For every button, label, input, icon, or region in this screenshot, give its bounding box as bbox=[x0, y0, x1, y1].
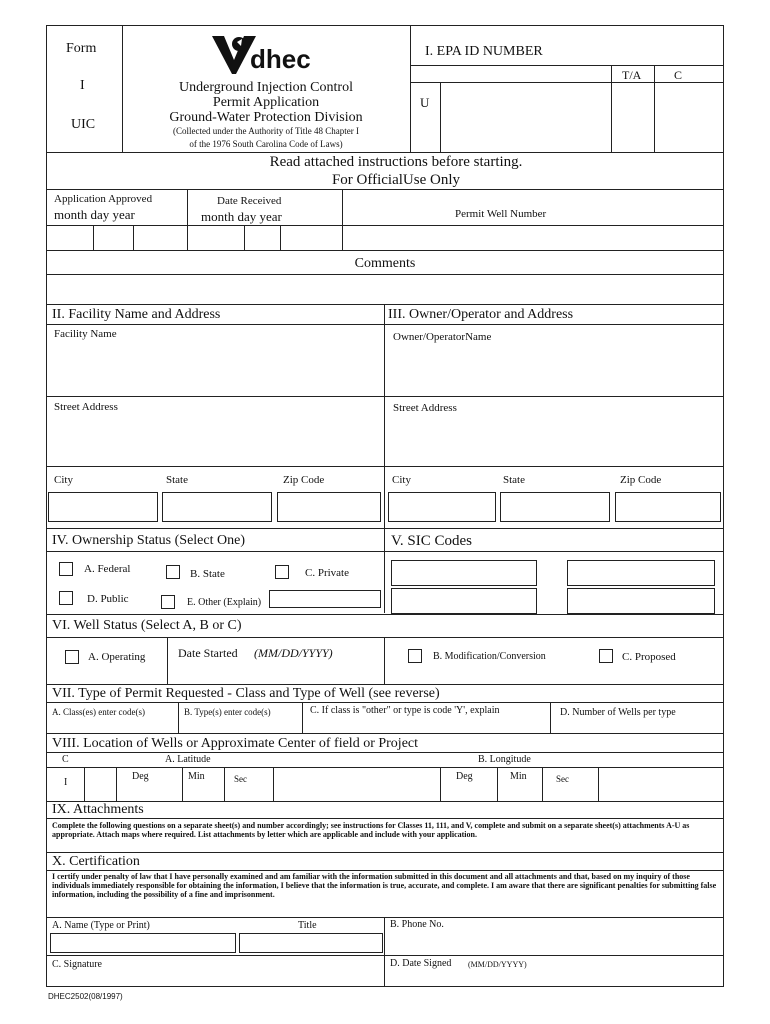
lat-deg-label: Deg bbox=[132, 771, 149, 782]
name-label: A. Name (Type or Print) bbox=[52, 920, 150, 931]
date-signed-format: (MM/DD/YYYY) bbox=[468, 960, 527, 969]
ownership-section-title: IV. Ownership Status (Select One) bbox=[52, 533, 245, 548]
form-label-uic: UIC bbox=[71, 117, 96, 132]
owner-city-label: City bbox=[392, 474, 411, 486]
signature-input[interactable] bbox=[47, 970, 383, 986]
date-received-label: Date Received bbox=[217, 195, 282, 207]
rule bbox=[46, 818, 724, 819]
date-signed-input[interactable] bbox=[386, 970, 723, 986]
rule bbox=[46, 917, 724, 918]
title-line-2: Permit Application bbox=[212, 95, 320, 110]
modification-label: B. Modification/Conversion bbox=[433, 651, 546, 662]
epa-row-line bbox=[410, 65, 724, 66]
classes-label: A. Class(es) enter code(s) bbox=[52, 707, 145, 717]
well-status-section-title: VI. Well Status (Select A, B or C) bbox=[52, 618, 242, 633]
lat-min-label: Min bbox=[188, 771, 205, 782]
certification-section-title: X. Certification bbox=[52, 854, 140, 869]
proposed-checkbox[interactable] bbox=[599, 649, 613, 663]
rule bbox=[46, 189, 724, 190]
rule bbox=[182, 767, 183, 801]
ta-label: T/A bbox=[622, 68, 642, 82]
rule bbox=[46, 801, 724, 802]
rule bbox=[497, 767, 498, 801]
proposed-label: C. Proposed bbox=[622, 651, 676, 663]
rule bbox=[46, 396, 724, 397]
received-day-input[interactable] bbox=[245, 226, 279, 249]
form-number: DHEC2502(08/1997) bbox=[48, 992, 123, 1001]
authority-line-1: (Collected under the Authority of Title 48 Chapter I bbox=[173, 126, 359, 136]
c-input[interactable] bbox=[655, 83, 723, 151]
rule bbox=[342, 189, 343, 225]
rule bbox=[224, 767, 225, 801]
form-label-i: I bbox=[80, 78, 85, 93]
rule bbox=[46, 870, 724, 871]
modification-checkbox[interactable] bbox=[408, 649, 422, 663]
location-section-title: VIII. Location of Wells or Approximate Center of field or Project bbox=[52, 736, 419, 751]
application-approved-label: Application Approved bbox=[54, 193, 153, 205]
date-format-label: (MM/DD/YYYY) bbox=[254, 646, 333, 660]
owner-street-input[interactable] bbox=[386, 416, 723, 465]
owner-street-label: Street Address bbox=[393, 402, 457, 414]
owner-state-input[interactable] bbox=[500, 492, 610, 522]
location-i-label: I bbox=[64, 777, 68, 788]
attachments-text: Complete the following questions on a separate sheet(s) and number accordingly; see instructions for Classes 11, 111, and V, complete and submit on a separate sheet(s) attachments A-U as appropriate. Attach maps where required. List attachments by letter which are applicable and include with your application. bbox=[52, 821, 690, 840]
owner-city-input[interactable] bbox=[388, 492, 496, 522]
rule bbox=[384, 304, 385, 528]
permit-well-number-input[interactable] bbox=[343, 226, 723, 249]
facility-name-label: Facility Name bbox=[54, 328, 117, 340]
rule bbox=[46, 250, 724, 251]
date-started-label: Date Started bbox=[178, 646, 238, 660]
public-checkbox[interactable] bbox=[59, 591, 73, 605]
rule bbox=[384, 528, 385, 613]
attachments-section-title: IX. Attachments bbox=[52, 802, 144, 817]
facility-city-input[interactable] bbox=[48, 492, 158, 522]
header-divider-2 bbox=[410, 25, 411, 152]
sic-code-1-input[interactable] bbox=[391, 560, 537, 586]
c-label: C bbox=[674, 68, 683, 82]
form-label: Form bbox=[66, 41, 97, 56]
rule bbox=[46, 466, 724, 467]
received-year-input[interactable] bbox=[281, 226, 341, 249]
received-date-parts: month day year bbox=[201, 209, 282, 224]
u-label: U bbox=[420, 95, 430, 110]
rule bbox=[440, 767, 441, 801]
rule bbox=[46, 767, 724, 768]
name-input[interactable] bbox=[50, 933, 236, 953]
federal-checkbox[interactable] bbox=[59, 562, 73, 576]
rule bbox=[84, 767, 85, 801]
title-line-3: Ground-Water Protection Division bbox=[169, 110, 363, 125]
rule bbox=[46, 852, 724, 853]
owner-state-label: State bbox=[503, 474, 525, 486]
rule bbox=[178, 702, 179, 733]
approved-day-input[interactable] bbox=[94, 226, 132, 249]
rule bbox=[46, 702, 724, 703]
rule bbox=[46, 324, 724, 325]
lon-sec-label: Sec bbox=[556, 774, 569, 784]
rule bbox=[46, 752, 724, 753]
rule bbox=[46, 733, 724, 734]
rule bbox=[46, 528, 724, 529]
rule bbox=[542, 767, 543, 801]
logo-text: dhec bbox=[250, 44, 311, 74]
comments-input[interactable] bbox=[47, 275, 723, 303]
approved-month-input[interactable] bbox=[47, 226, 92, 249]
sic-code-2-input[interactable] bbox=[567, 560, 715, 586]
lon-min-label: Min bbox=[510, 771, 527, 782]
facility-street-input[interactable] bbox=[47, 415, 383, 465]
facility-street-label: Street Address bbox=[54, 401, 118, 413]
phone-label: B. Phone No. bbox=[390, 919, 444, 930]
rule bbox=[46, 614, 724, 615]
phone-input[interactable] bbox=[386, 933, 723, 953]
latitude-label: A. Latitude bbox=[165, 754, 211, 765]
ta-input[interactable] bbox=[612, 83, 653, 151]
permit-type-section-title: VII. Type of Permit Requested - Class and Type of Well (see reverse) bbox=[52, 686, 440, 701]
epa-id-input[interactable] bbox=[441, 83, 610, 151]
lat-sec-label: Sec bbox=[234, 774, 247, 784]
lon-deg-label: Deg bbox=[456, 771, 473, 782]
certification-text: I certify under penalty of law that I have personally examined and am familiar with the information submitted in this document and all attachments and that, based on my inquiry of those individuals immediately responsible for obtaining the information, I believe that the information is true, accurate, and complete. I am aware that there are significant penalties for submitting false information, including the possibility of a fine and imprisonment. bbox=[52, 872, 717, 900]
sic-code-4-input[interactable] bbox=[567, 588, 715, 614]
official-use-text: For OfficialUse Only bbox=[331, 172, 461, 188]
facility-city-label: City bbox=[54, 474, 73, 486]
rule bbox=[167, 637, 168, 684]
rule bbox=[550, 702, 551, 733]
facility-state-label: State bbox=[166, 474, 188, 486]
received-month-input[interactable] bbox=[188, 226, 243, 249]
private-label: C. Private bbox=[305, 567, 349, 579]
longitude-label: B. Longitude bbox=[478, 754, 531, 765]
federal-label: A. Federal bbox=[84, 563, 131, 575]
epa-id-label: I. EPA ID NUMBER bbox=[425, 44, 543, 59]
facility-state-input[interactable] bbox=[162, 492, 272, 522]
rule bbox=[46, 637, 724, 638]
state-checkbox[interactable] bbox=[166, 565, 180, 579]
approved-date-parts: month day year bbox=[54, 207, 135, 222]
rule bbox=[46, 304, 724, 305]
other-explain-input[interactable] bbox=[269, 590, 381, 608]
owner-name-input[interactable] bbox=[386, 345, 723, 395]
operating-label: A. Operating bbox=[88, 651, 146, 663]
rule bbox=[302, 702, 303, 733]
instructions-text: Read attached instructions before starting. bbox=[269, 154, 523, 170]
title-input[interactable] bbox=[239, 933, 383, 953]
rule bbox=[46, 684, 724, 685]
rule bbox=[273, 767, 274, 801]
operating-checkbox[interactable] bbox=[65, 650, 79, 664]
state-label: B. State bbox=[190, 568, 225, 580]
owner-zip-input[interactable] bbox=[615, 492, 721, 522]
comments-label: Comments bbox=[354, 256, 416, 271]
other-label: E. Other (Explain) bbox=[187, 597, 262, 608]
signature-label: C. Signature bbox=[52, 959, 102, 970]
header-bottom-line bbox=[46, 152, 724, 153]
num-wells-label: D. Number of Wells per type bbox=[560, 707, 676, 718]
date-started-input[interactable] bbox=[176, 662, 382, 682]
owner-zip-label: Zip Code bbox=[620, 474, 662, 486]
private-checkbox[interactable] bbox=[275, 565, 289, 579]
facility-name-input[interactable] bbox=[47, 342, 383, 395]
rule bbox=[598, 767, 599, 801]
rule bbox=[46, 551, 724, 552]
rule bbox=[384, 637, 385, 684]
types-label: B. Type(s) enter code(s) bbox=[184, 707, 271, 717]
other-explain-label: C. If class is "other" or type is code 'Y', explain bbox=[310, 705, 500, 716]
authority-line-2: of the 1976 South Carolina Code of Laws) bbox=[189, 139, 343, 149]
facility-section-title: II. Facility Name and Address bbox=[52, 307, 221, 322]
facility-zip-label: Zip Code bbox=[283, 474, 325, 486]
public-label: D. Public bbox=[87, 593, 129, 605]
facility-zip-input[interactable] bbox=[277, 492, 381, 522]
other-checkbox[interactable] bbox=[161, 595, 175, 609]
sic-code-3-input[interactable] bbox=[391, 588, 537, 614]
sic-section-title: V. SIC Codes bbox=[391, 533, 472, 549]
title-line-1: Underground Injection Control bbox=[179, 80, 353, 95]
owner-name-label: Owner/OperatorName bbox=[393, 331, 492, 343]
rule bbox=[46, 955, 724, 956]
owner-section-title: III. Owner/Operator and Address bbox=[388, 307, 574, 322]
location-c-label: C bbox=[62, 754, 69, 765]
rule bbox=[116, 767, 117, 801]
approved-year-input[interactable] bbox=[134, 226, 186, 249]
rule bbox=[384, 917, 385, 987]
title-label: Title bbox=[298, 920, 317, 931]
date-signed-label: D. Date Signed bbox=[390, 958, 452, 969]
permit-well-number-label: Permit Well Number bbox=[455, 208, 547, 220]
